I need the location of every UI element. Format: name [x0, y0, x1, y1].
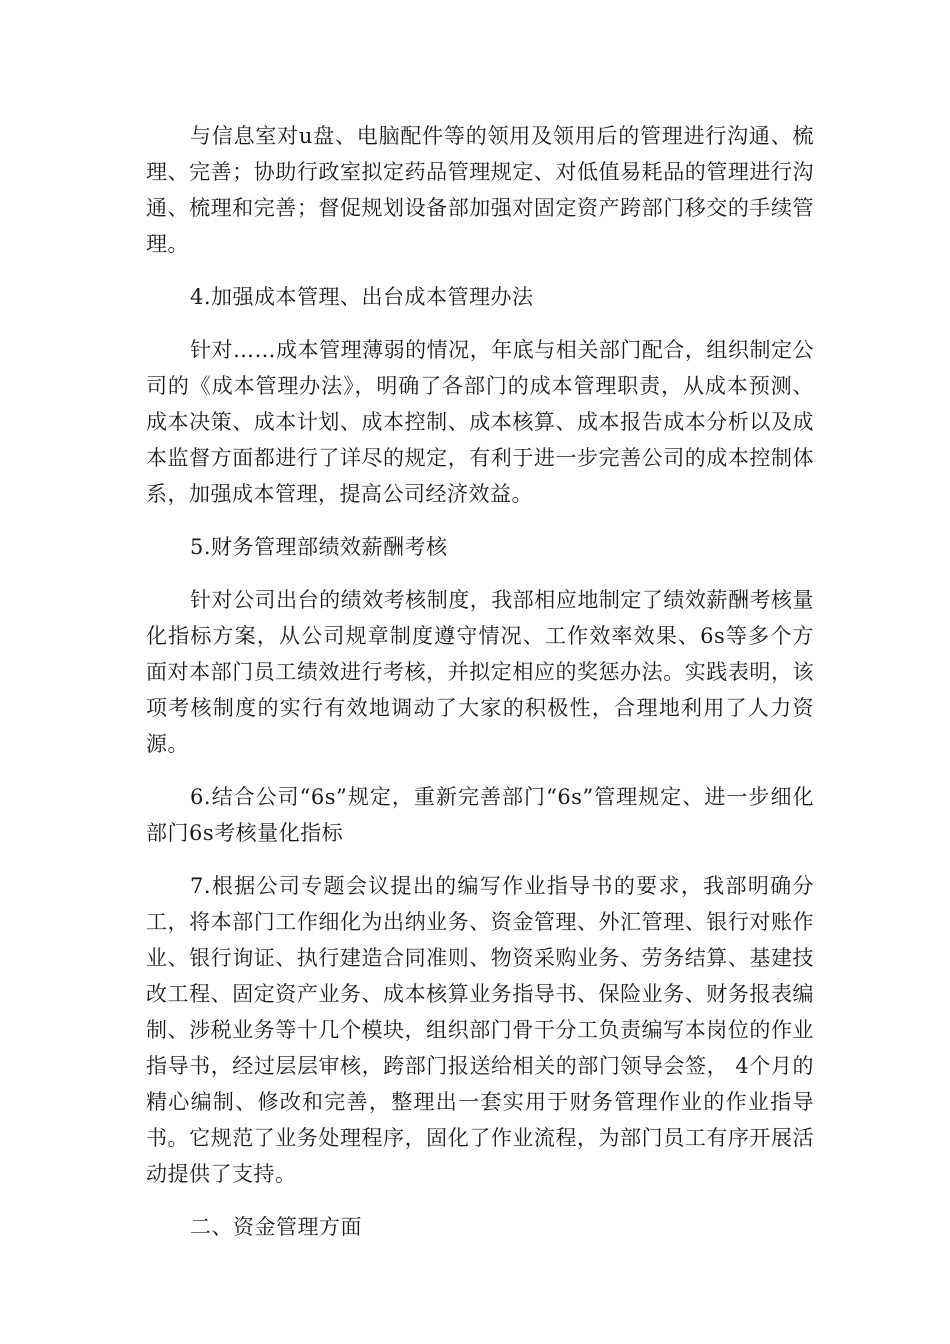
paragraph-cost-management: 针对……成本管理薄弱的情况，年底与相关部门配合，组织制定公司的《成本管理办法》，明确了各部门的成本管理职责，从成本预测、成本决策、成本计划、成本控制、成本核算、成本报告成本分析以及成本监督方面都进行了详尽的规定，有利于进一步完善公司的成本控制体系，加强成本管理，提高公司经济效益。 — [146, 338, 814, 506]
paragraph-work-instructions: 7.根据公司专题会议提出的编写作业指导书的要求，我部明确分工，将本部门工作细化为出纳业务、资金管理、外汇管理、银行对账作业、银行询证、执行建造合同准则、物资采购业务、劳务结算、基建技改工程、固定资产业务、成本核算业务指导书、保险业务、财务报表编制、涉税业务等十几个模块，组织部门骨干分工负责编写本岗位的作业指导书，经过层层审核，跨部门报送给相关的部门领导会签， 4个月的精心编制、修改和完善，整理出一套实用于财务管理作业的作业指导书。它规范了业务处理程序，固化了作业流程，为部门员工有序开展活动提供了支持。 — [146, 874, 814, 1186]
heading-fund-management: 二、资金管理方面 — [190, 1215, 362, 1239]
document-page — [146, 118, 814, 1262]
paragraph-6s-rules: 6.结合公司“6s”规定，重新完善部门“6s”管理规定、进一步细化部门6s考核量化指标 — [146, 785, 814, 845]
paragraph-performance-review: 针对公司出台的绩效考核制度，我部相应地制定了绩效薪酬考核量化指标方案，从公司规章制度遵守情况、工作效率效果、6s等多个方面对本部门员工绩效进行考核，并拟定相应的奖惩办法。实践表明，该项考核制度的实行有效地调动了大家的积极性，合理地利用了人力资源。 — [146, 588, 814, 756]
heading-performance-review: 5.财务管理部绩效薪酬考核 — [190, 535, 448, 559]
paragraph-asset-management: 与信息室对u盘、电脑配件等的领用及领用后的管理进行沟通、梳理、完善；协助行政室拟定药品管理规定、对低值易耗品的管理进行沟通、梳理和完善；督促规划设备部加强对固定资产跨部门移交的手续管理。 — [146, 124, 814, 256]
heading-cost-management: 4.加强成本管理、出台成本管理办法 — [190, 285, 534, 309]
